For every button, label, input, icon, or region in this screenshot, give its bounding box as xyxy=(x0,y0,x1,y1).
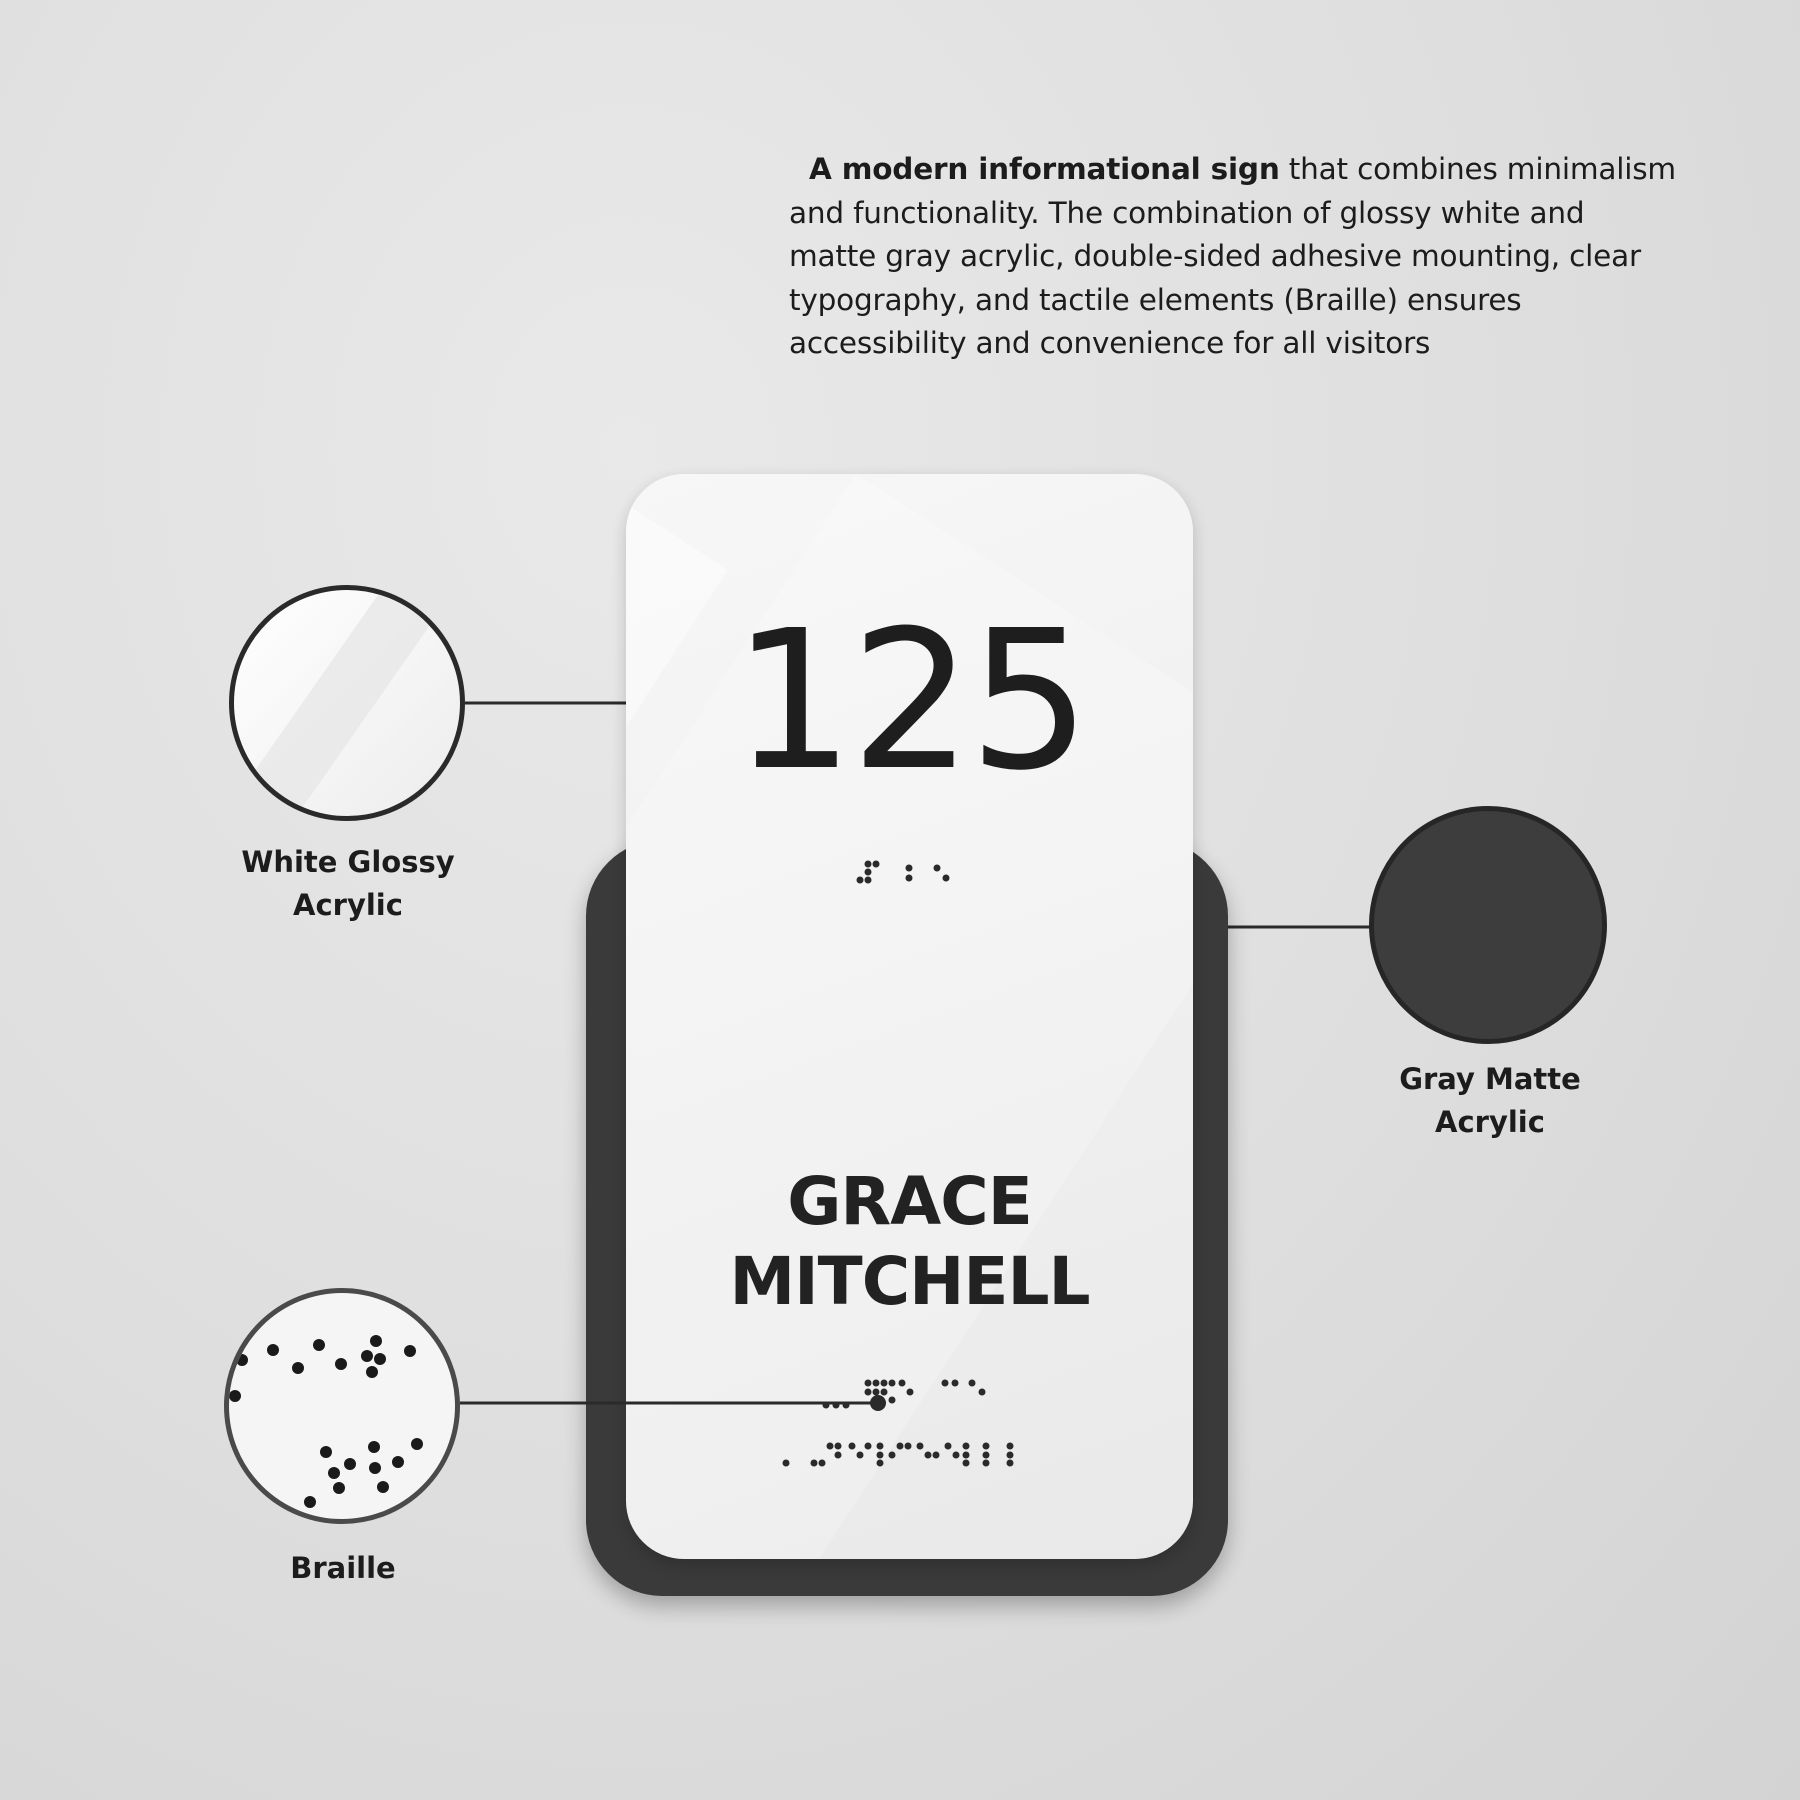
occupant-name xyxy=(626,1162,1193,1322)
gray-matte-label xyxy=(1340,1058,1640,1144)
braille-label-text: Braille xyxy=(290,1551,396,1585)
white-glossy-label xyxy=(200,841,496,927)
description-line: typography, and tactile elements (Braille) ensures xyxy=(789,282,1522,317)
room-number: 125 xyxy=(732,590,1087,813)
white-glossy-label-line-1: White Glossy xyxy=(241,845,455,879)
product-description xyxy=(789,148,1689,366)
description-line: that combines minimalism xyxy=(1279,152,1676,186)
description-line: matte gray acrylic, double-sided adhesive mounting, clear xyxy=(789,239,1641,274)
gray-matte-swatch xyxy=(1369,806,1607,1044)
white-glossy-swatch xyxy=(229,585,465,821)
occupant-name-line-2: MITCHELL xyxy=(729,1243,1090,1320)
gray-matte-label-line-2: Acrylic xyxy=(1435,1105,1545,1139)
description-line: accessibility and convenience for all visitors xyxy=(789,326,1431,361)
description-line: and functionality. The combination of glossy white and xyxy=(789,195,1585,230)
white-glossy-label-line-2: Acrylic xyxy=(293,888,403,922)
braille-dots-closeup xyxy=(224,1288,460,1524)
gray-matte-label-line-1: Gray Matte xyxy=(1399,1062,1581,1096)
braille-label xyxy=(200,1547,486,1590)
occupant-name-line-1: GRACE xyxy=(787,1163,1032,1240)
braille-swatch xyxy=(224,1288,460,1524)
description-lead: A modern informational sign xyxy=(809,152,1280,186)
